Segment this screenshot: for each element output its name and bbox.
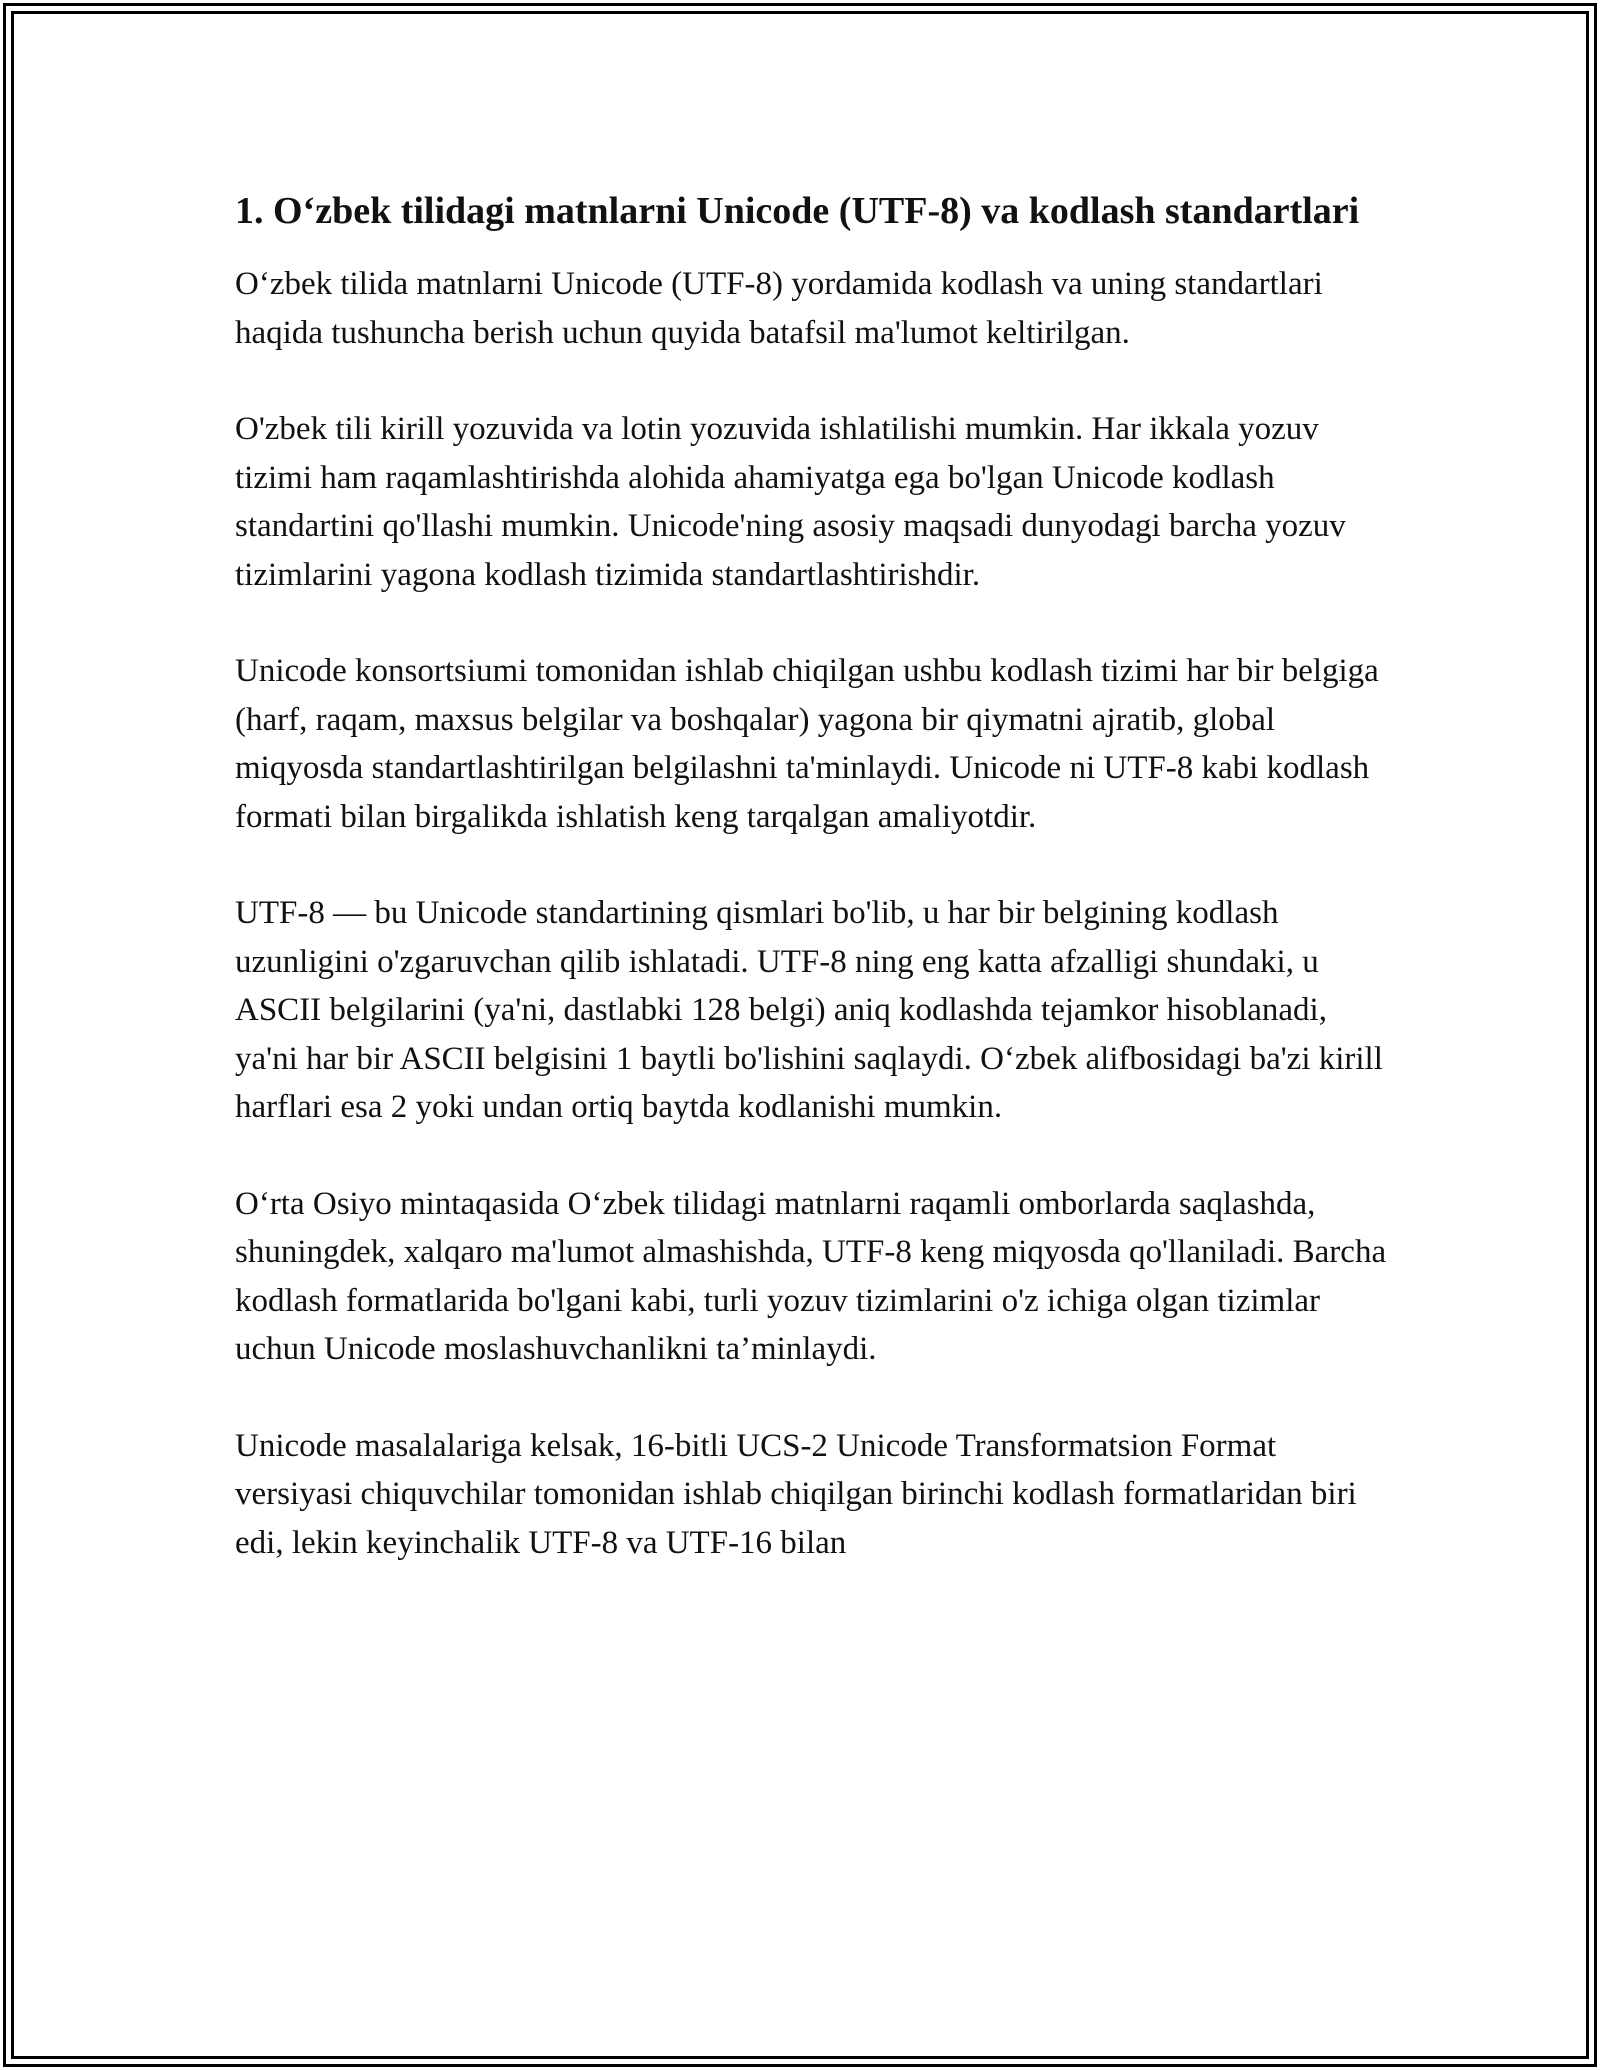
document-heading: 1. O‘zbek tilidagi matnlarni Unicode (UTF-8) va kodlash standartlari	[235, 190, 1360, 232]
paragraph-ucs2: Unicode masalalariga kelsak, 16-bitli UCS-2 Unicode Transformatsion Format versiyasi chiquvchilar tomonidan ishlab chiqilgan birinchi kodlash formatlaridan biri edi, lekin keyinchalik UTF-8 va UTF-16 bilan	[235, 1427, 1357, 1561]
paragraph-scripts: O'zbek tili kirill yozuvida va lotin yozuvida ishlatilishi mumkin. Har ikkala yozuv tizimi ham raqamlashtirishda alohida ahamiyatga ega bo'lgan Unicode kodlash standartini qo'llashi mumkin. Unicode'ning asosiy maqsadi dunyodagi barcha yozuv tizimlarini yagona kodlash tizimida standartlashtirishdir.	[235, 411, 1346, 593]
paragraph-unicode-consortium: Unicode konsortsiumi tomonidan ishlab chiqilgan ushbu kodlash tizimi har bir belgiga (harf, raqam, maxsus belgilar va boshqalar) yagona bir qiymatni ajratib, global miqyosda standartlashtirilgan belgilashni ta'minlaydi. Unicode ni UTF-8 kabi kodlash formati bilan birgalikda ishlatish keng tarqalgan amaliyotdir.	[235, 653, 1379, 835]
paragraph-utf8: UTF-8 — bu Unicode standartining qismlari bo'lib, u har bir belgining kodlash uzunligini o'zgaruvchan qilib ishlatadi. UTF-8 ning eng katta afzalligi shundaki, u ASCII belgilarini (ya'ni, dastlabki 128 belgi) aniq kodlashda tejamkor hisoblanadi, ya'ni har bir ASCII belgisini 1 baytli bo'lishini saqlaydi. O‘zbek alifbosidagi ba'zi kirill harflari esa 2 yoki undan ortiq baytda kodlanishi mumkin.	[235, 895, 1383, 1125]
document-page	[235, 184, 1390, 1615]
paragraph-central-asia: O‘rta Osiyo mintaqasida O‘zbek tilidagi matnlarni raqamli omborlarda saqlashda, shuningdek, xalqaro ma'lumot almashishda, UTF-8 keng miqyosda qo'llaniladi. Barcha kodlash formatlarida bo'lgani kabi, turli yozuv tizimlarini o'z ichiga olgan tizimlar uchun Unicode moslashuvchanlikni ta’minlaydi.	[235, 1185, 1387, 1367]
paragraph-intro: O‘zbek tilida matnlarni Unicode (UTF-8) yordamida kodlash va uning standartlari haqida tushuncha berish uchun quyida batafsil ma'lumot keltirilgan.	[235, 266, 1323, 351]
